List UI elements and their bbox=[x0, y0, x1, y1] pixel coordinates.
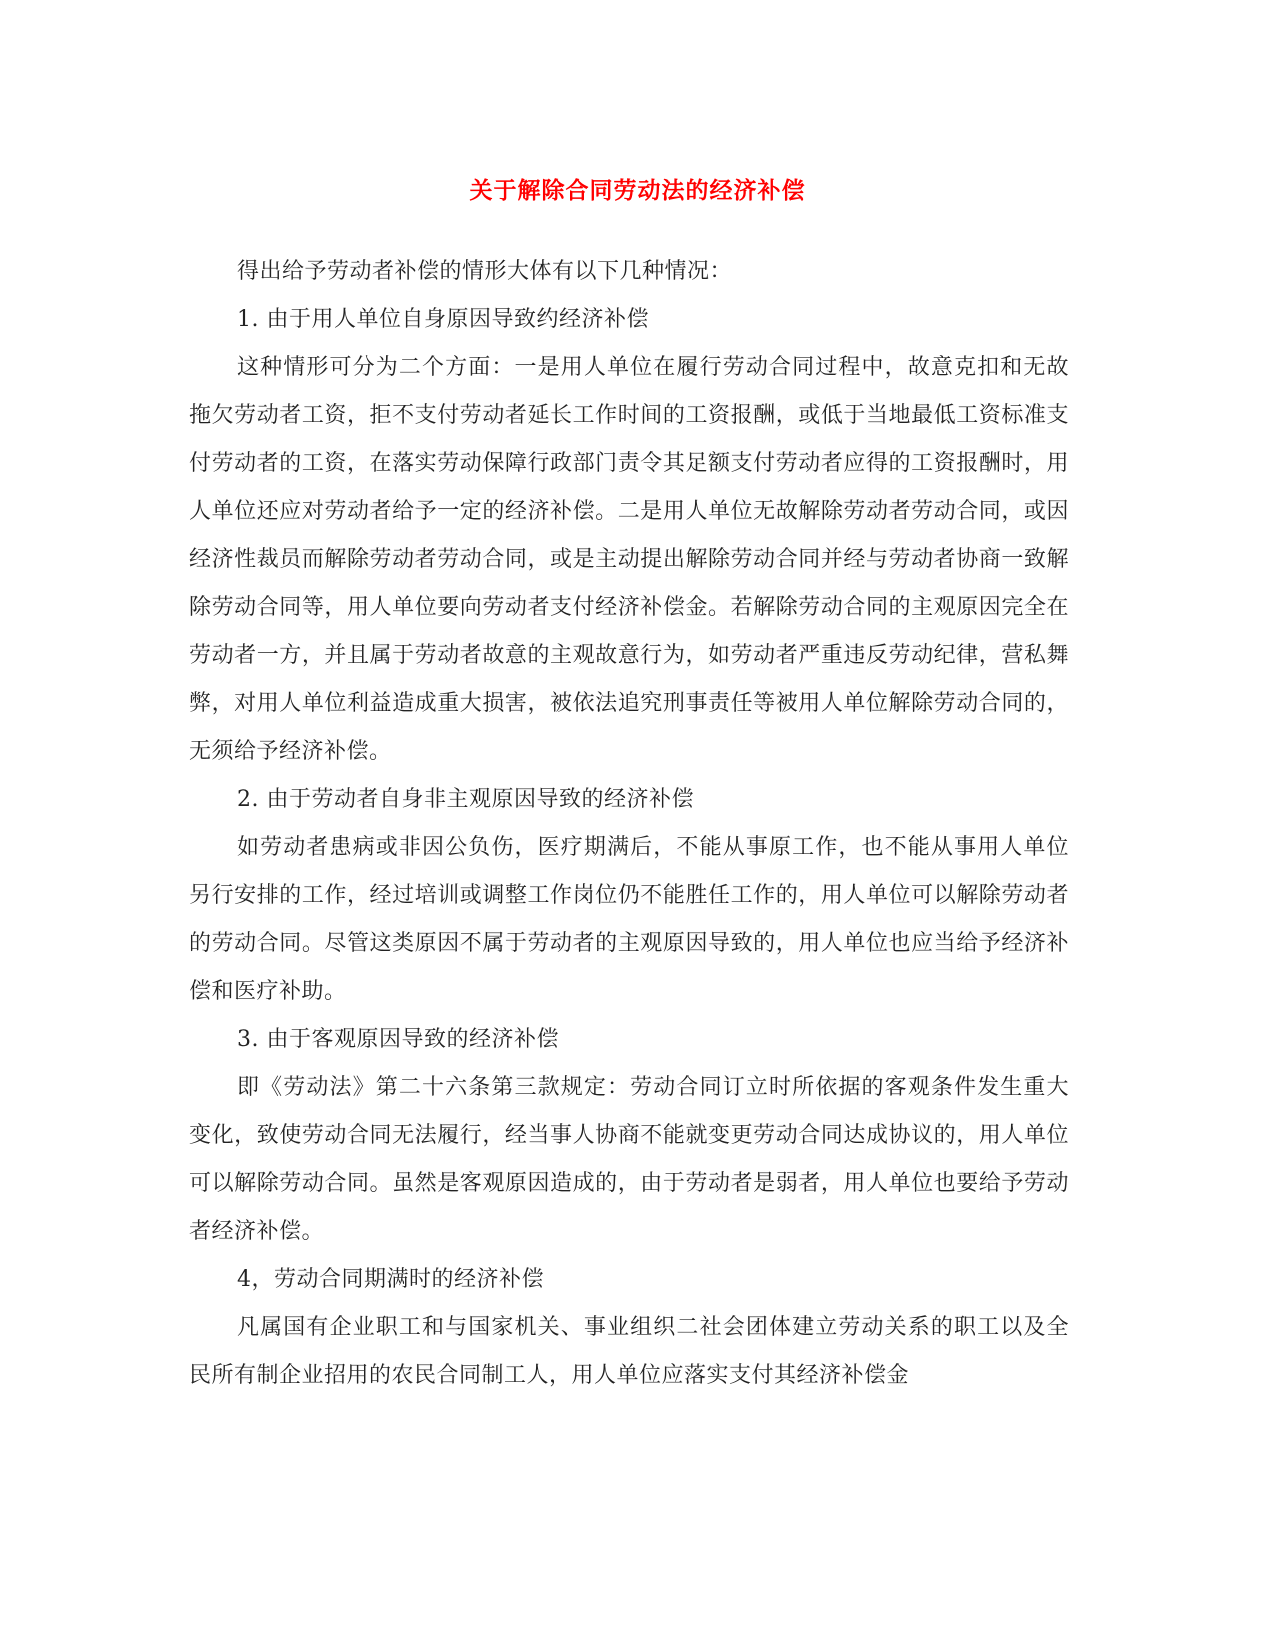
document-body bbox=[189, 248, 1069, 1400]
document-title: 关于解除合同劳动法的经济补偿 bbox=[469, 177, 806, 204]
section-heading-2: 2. 由于劳动者自身非主观原因导致的经济补偿 bbox=[237, 787, 694, 812]
section-heading-3: 3. 由于客观原因导致的经济补偿 bbox=[237, 1027, 559, 1052]
intro-paragraph: 得出给予劳动者补偿的情形大体有以下几种情况： bbox=[237, 259, 733, 284]
section-heading-1: 1. 由于用人单位自身原因导致约经济补偿 bbox=[237, 307, 649, 332]
section-paragraph-2: 如劳动者患病或非因公负伤，医疗期满后，不能从事原工作，也不能从事用人单位另行安排的工作，经过培训或调整工作岗位仍不能胜任工作的，用人单位可以解除劳动者的劳动合同。尽管这类原因不属于劳动者的主观原因导致的，用人单位也应当给予经济补偿和医疗补助。 bbox=[189, 835, 1069, 1004]
section-paragraph-4: 凡属国有企业职工和与国家机关、事业组织二社会团体建立劳动关系的职工以及全民所有制企业招用的农民合同制工人，用人单位应落实支付其经济补偿金 bbox=[189, 1315, 1069, 1388]
section-paragraph-3: 即《劳动法》第二十六条第三款规定：劳动合同订立时所依据的客观条件发生重大变化，致使劳动合同无法履行，经当事人协商不能就变更劳动合同达成协议的，用人单位可以解除劳动合同。虽然是客观原因造成的，由于劳动者是弱者，用人单位也要给予劳动者经济补偿。 bbox=[189, 1075, 1069, 1244]
section-paragraph-1: 这种情形可分为二个方面：一是用人单位在履行劳动合同过程中，故意克扣和无故拖欠劳动者工资，拒不支付劳动者延长工作时间的工资报酬，或低于当地最低工资标准支付劳动者的工资，在落实劳动保障行政部门责令其足额支付劳动者应得的工资报酬时，用人单位还应对劳动者给予一定的经济补偿。二是用人单位无故解除劳动者劳动合同，或因经济性裁员而解除劳动者劳动合同，或是主动提出解除劳动合同并经与劳动者协商一致解除劳动合同等，用人单位要向劳动者支付经济补偿金。若解除劳动合同的主观原因完全在劳动者一方，并且属于劳动者故意的主观故意行为，如劳动者严重违反劳动纪律，营私舞弊，对用人单位利益造成重大损害，被依法追究刑事责任等被用人单位解除劳动合同的，无须给予经济补偿。 bbox=[189, 355, 1069, 764]
section-heading-4: 4，劳动合同期满时的经济补偿 bbox=[237, 1267, 544, 1292]
